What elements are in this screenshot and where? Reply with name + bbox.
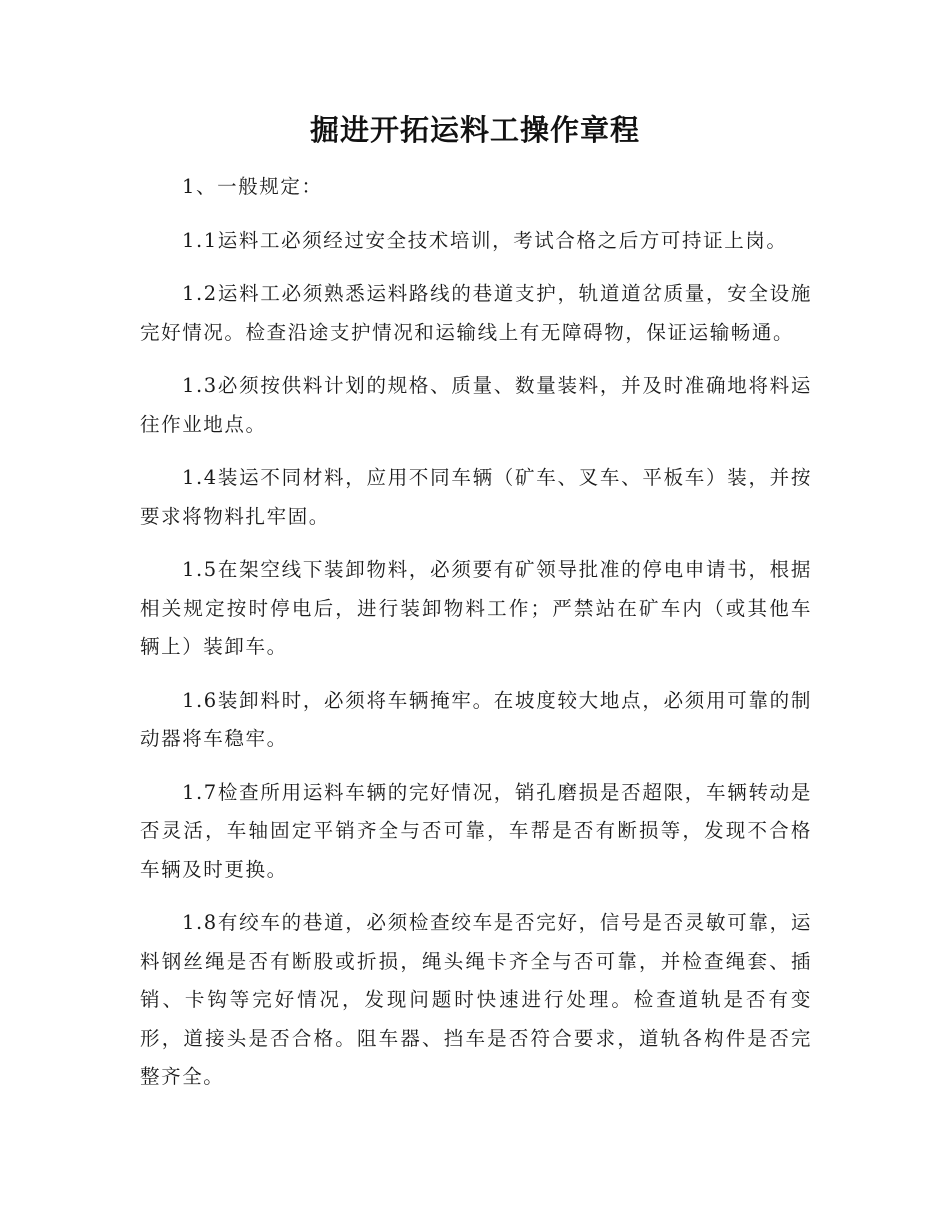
document-title: 掘进开拓运料工操作章程 (309, 113, 640, 147)
rule-paragraph-1-5: 1.5在架空线下装卸物料，必须要有矿领导批准的停电申请书，根据相关规定按时停电后，进行装卸物料工作；严禁站在矿车内（或其他车辆上）装卸车。 (140, 558, 812, 658)
document-body (140, 168, 812, 1112)
section-heading-general-rules: 1、一般规定： (182, 175, 323, 198)
rule-paragraph-1-4: 1.4装运不同材料，应用不同车辆（矿车、叉车、平板车）装，并按要求将物料扎牢固。 (140, 466, 812, 528)
rule-paragraph-1-2: 1.2运料工必须熟悉运料路线的巷道支护，轨道道岔质量，安全设施完好情况。检查沿途支护情况和运输线上有无障碍物，保证运输畅通。 (140, 282, 812, 344)
rule-paragraph-1-7: 1.7检查所用运料车辆的完好情况，销孔磨损是否超限，车辆转动是否灵活，车轴固定平销齐全与否可靠，车帮是否有断损等，发现不合格车辆及时更换。 (140, 780, 812, 881)
rule-paragraph-1-6: 1.6装卸料时，必须将车辆掩牢。在坡度较大地点，必须用可靠的制动器将车稳牢。 (140, 688, 812, 750)
rule-paragraph-1-1: 1.1运料工必须经过安全技术培训，考试合格之后方可持证上岗。 (182, 228, 788, 252)
rule-paragraph-1-3: 1.3必须按供料计划的规格、质量、数量装料，并及时准确地将料运往作业地点。 (140, 374, 812, 436)
rule-paragraph-1-8: 1.8有绞车的巷道，必须检查绞车是否完好，信号是否灵敏可靠，运料钢丝绳是否有断股或折损，绳头绳卡齐全与否可靠，并检查绳套、插销、卡钩等完好情况，发现问题时快速进行处理。检查道轨是否有变形，道接头是否合格。阻车器、挡车是否符合要求，道轨各构件是否完整齐全。 (140, 911, 812, 1088)
